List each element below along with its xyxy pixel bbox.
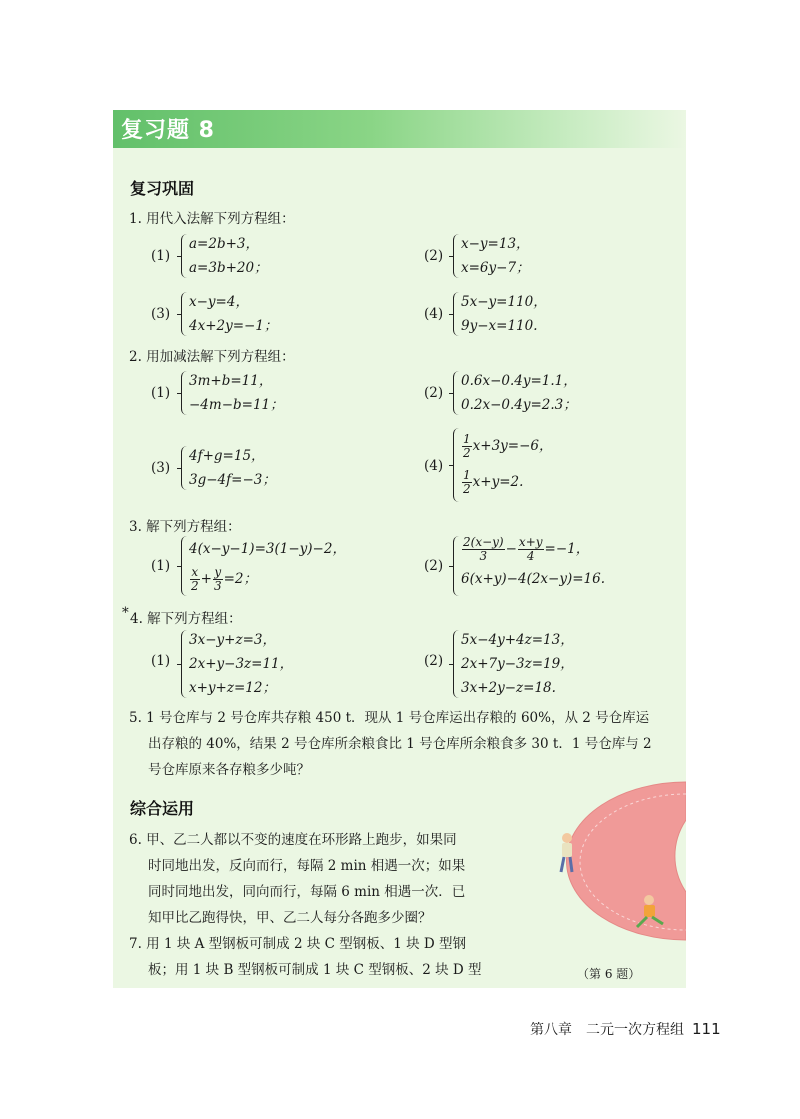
brace	[181, 446, 187, 490]
operator: +	[200, 571, 212, 587]
section-title-review: 复习巩固	[130, 179, 195, 198]
brace	[453, 371, 459, 415]
q2-p1-system	[189, 369, 284, 417]
denominator: 4	[526, 549, 535, 563]
q1-p3-system	[189, 290, 277, 338]
brace	[181, 292, 187, 336]
q1-p1-system	[189, 232, 268, 280]
equation: 5x−4y+4z=13，	[461, 632, 574, 648]
equation: 9y−x=110.	[461, 318, 538, 334]
equation	[461, 534, 605, 564]
q2-p4-system	[461, 428, 553, 500]
q3-p1-label: (1)	[151, 558, 171, 574]
brace	[453, 292, 459, 336]
equation: x−y=4，	[189, 294, 249, 310]
q1-p4-label: (4)	[424, 306, 444, 322]
page-footer	[530, 1019, 721, 1039]
denominator: 3	[213, 579, 222, 593]
q4-p2-label: (2)	[424, 653, 444, 669]
equation: 0.6x−0.4y=1.1，	[461, 373, 577, 389]
denominator: 3	[479, 549, 488, 563]
fraction	[462, 433, 472, 460]
brace	[453, 630, 459, 698]
denominator: 2	[191, 579, 199, 593]
equation: 3x−y+z=3，	[189, 632, 276, 648]
q1-p3-label: (3)	[151, 306, 171, 322]
q2-p3-label: (3)	[151, 460, 171, 476]
equation-rest: =2；	[223, 571, 257, 587]
fraction	[462, 536, 505, 563]
q4-p2-system	[461, 628, 574, 700]
numerator: 1	[463, 432, 471, 446]
page-number: 111	[692, 1020, 721, 1038]
q1-p1-label: (1)	[151, 248, 171, 264]
q4-p1-system	[189, 628, 293, 700]
equation: 3m+b=11，	[189, 373, 273, 389]
q4-stem: 4. 解下列方程组：	[130, 611, 242, 627]
equation: 0.2x−0.4y=2.3；	[461, 397, 577, 413]
q2-p1-label: (1)	[151, 385, 171, 401]
equation: 4f+g=15，	[189, 448, 265, 464]
brace	[181, 234, 187, 278]
section-title-apply: 综合运用	[130, 799, 195, 818]
q2-stem: 2. 用加减法解下列方程组：	[129, 349, 295, 365]
numerator: 1	[463, 468, 471, 482]
page-title: 复习题 8	[121, 118, 215, 143]
equation: 3g−4f=−3；	[189, 472, 276, 488]
fraction	[213, 566, 223, 593]
q6-line: 知甲比乙跑得快，甲、乙二人每分各跑多少圈？	[148, 910, 432, 926]
fraction	[518, 536, 544, 563]
equation	[189, 564, 346, 594]
q5-line: 5. 1 号仓库与 2 号仓库共存粮 450 t．现从 1 号仓库运出存粮的 60%，从 2 号仓库运	[129, 710, 650, 726]
q5-line: 出存粮的 40%，结果 2 号仓库所余粮食比 1 号仓库所余粮食多 30 t．1 号仓库与 2	[148, 736, 652, 752]
equation-rest: x+3y=−6，	[472, 438, 553, 454]
equation-rest: =−1，	[544, 541, 590, 557]
numerator: 2(x−y)	[463, 535, 504, 549]
equation: 2x+y−3z=11，	[189, 656, 294, 672]
figure-caption: （第 6 题）	[577, 967, 641, 981]
operator: −	[505, 541, 517, 557]
equation: 6(x+y)−4(2x−y)=16.	[461, 571, 606, 587]
equation: 3x+2y−z=18.	[461, 680, 556, 696]
equation: 2x+7y−3z=19，	[461, 656, 574, 672]
brace	[453, 536, 459, 596]
running-track-figure	[545, 780, 686, 960]
q1-p2-system	[461, 232, 530, 280]
denominator: 2	[463, 482, 471, 496]
fraction	[462, 469, 472, 496]
equation	[461, 464, 553, 500]
numerator: x+y	[518, 535, 543, 549]
numerator: y	[214, 565, 222, 579]
q1-p4-system	[461, 290, 547, 338]
q6-line: 时同地出发，反向而行，每隔 2 min 相遇一次；如果	[148, 858, 466, 874]
q7-line: 板；用 1 块 B 型钢板可制成 1 块 C 型钢板、2 块 D 型	[148, 962, 482, 978]
q2-p2-label: (2)	[424, 385, 444, 401]
denominator: 2	[463, 446, 471, 460]
equation: x+y+z=12；	[189, 680, 276, 696]
equation: 4x+2y=−1；	[189, 318, 278, 334]
q5-line: 号仓库原来各存粮多少吨？	[148, 762, 310, 778]
q4-p1-label: (1)	[151, 653, 171, 669]
q2-p3-system	[189, 444, 276, 492]
equation	[461, 428, 553, 464]
q3-p1-system	[189, 534, 346, 594]
q1-stem: 1. 用代入法解下列方程组：	[129, 211, 295, 227]
equation: 5x−y=110，	[461, 294, 547, 310]
q7-line: 7. 用 1 块 A 型钢板可制成 2 块 C 型钢板、1 块 D 型钢	[129, 936, 467, 952]
numerator: x	[191, 565, 199, 579]
brace	[453, 428, 459, 502]
equation: −4m−b=11；	[189, 397, 284, 413]
q6-line: 6. 甲、乙二人都以不变的速度在环形路上跑步，如果同	[129, 832, 457, 848]
equation: a=3b+20；	[189, 260, 268, 276]
q3-p2-system	[461, 534, 605, 594]
chapter-title: 第八章 二元一次方程组	[530, 1022, 684, 1038]
equation-rest: x+y=2.	[472, 474, 524, 490]
equation: a=2b+3，	[189, 236, 259, 252]
q1-p2-label: (2)	[424, 248, 444, 264]
equation: x=6y−7；	[461, 260, 530, 276]
brace	[181, 371, 187, 415]
equation: 4(x−y−1)=3(1−y)−2，	[189, 541, 346, 557]
brace	[181, 630, 187, 698]
q6-line: 同时同地出发，同向而行，每隔 6 min 相遇一次．已	[148, 884, 466, 900]
q2-p2-system	[461, 369, 577, 417]
brace	[453, 234, 459, 278]
fraction	[190, 566, 200, 593]
q4-star: *	[122, 605, 129, 621]
q3-stem: 3. 解下列方程组：	[129, 519, 241, 535]
q3-p2-label: (2)	[424, 558, 444, 574]
brace	[181, 536, 187, 596]
equation: x−y=13，	[461, 236, 530, 252]
q2-p4-label: (4)	[424, 458, 444, 474]
